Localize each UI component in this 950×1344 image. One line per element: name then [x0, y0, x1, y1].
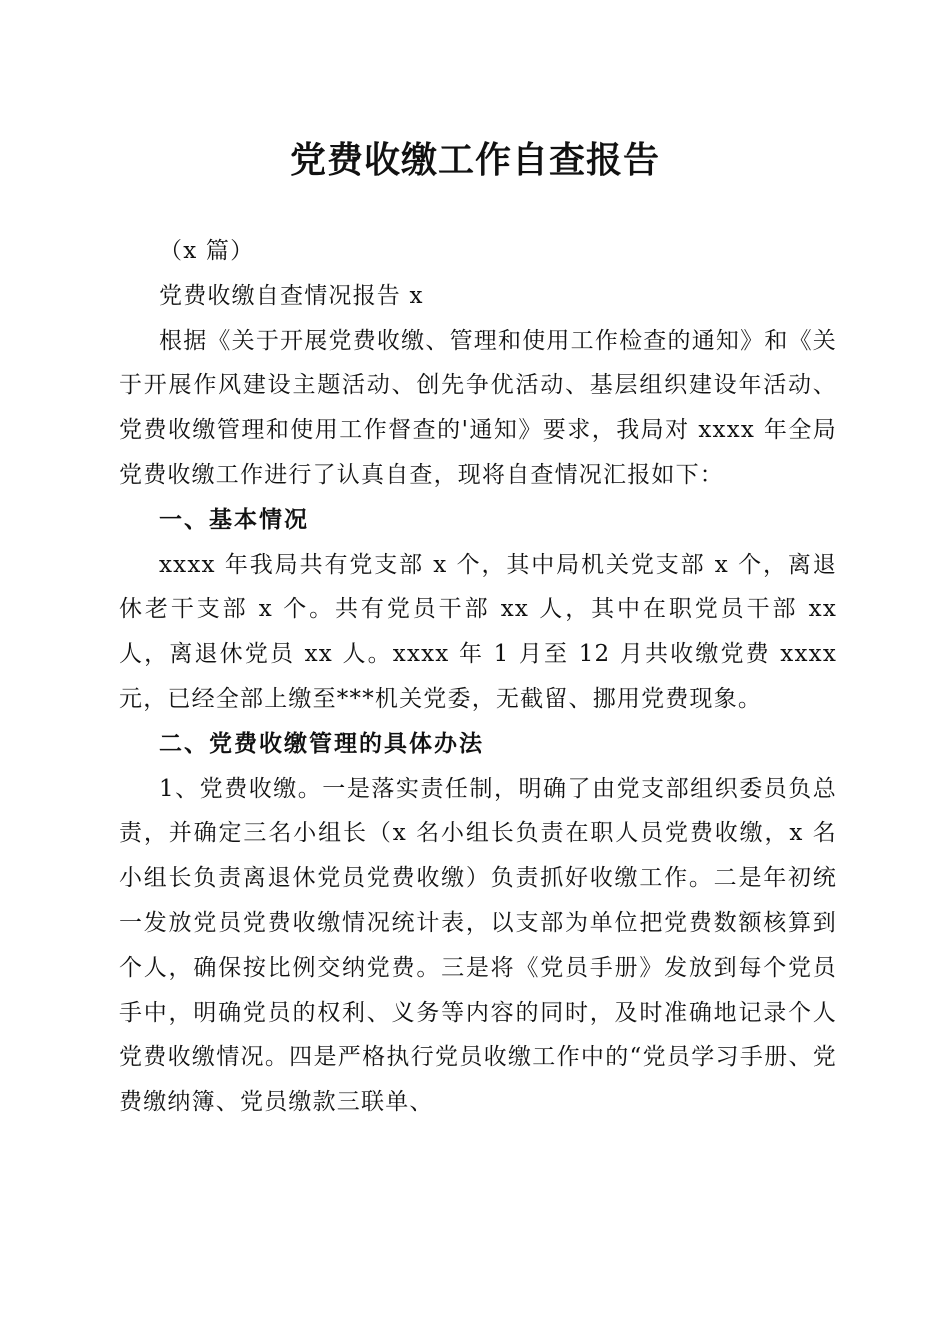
paragraph-report-name: 党费收缴自查情况报告 x [159, 282, 424, 309]
document-title: 党费收缴工作自查报告 [289, 139, 660, 181]
section-heading-basic: 一、基本情况 [159, 506, 309, 533]
section-heading-methods: 二、党费收缴管理的具体办法 [159, 730, 484, 757]
paragraph-collection: 1、党费收缴。一是落实责任制，明确了由党支部组织委员负总责，并确定三名小组长（x 名小组长负责在职人员党费收缴，x 名小组长负责离退休党员党费收缴）负责抓好收缴工作。二是年初统一发放党员党费收缴情况统计表，以支部为单位把党费数额核算到个人，确保按比例交纳党费。三是将《党员手册》发放到每个党员手中，明确党员的权利、义务等内容的同时，及时准确地记录个人党费收缴情况。四是严格执行党员收缴工作中的“党员学习手册、党费缴纳簿、党员缴款三联单、 [119, 775, 837, 1116]
document-body [119, 229, 837, 1125]
paragraph-intro: 根据《关于开展党费收缴、管理和使用工作检查的通知》和《关于开展作风建设主题活动、创先争优活动、基层组织建设年活动、党费收缴管理和使用工作督查的'通知》要求，我局对 xxxx 年全局党费收缴工作进行了认真自查，现将自查情况汇报如下： [119, 327, 837, 488]
paragraph-basic-info: xxxx 年我局共有党支部 x 个，其中局机关党支部 x 个，离退休老干支部 x 个。共有党员干部 xx 人，其中在职党员干部 xx 人，离退休党员 xx 人。xxxx 年 1 月至 12 月共收缴党费 xxxx 元，已经全部上缴至***机关党委，无截留、挪用党费现象。 [119, 551, 837, 712]
paragraph-subtitle: （x 篇） [159, 238, 255, 264]
